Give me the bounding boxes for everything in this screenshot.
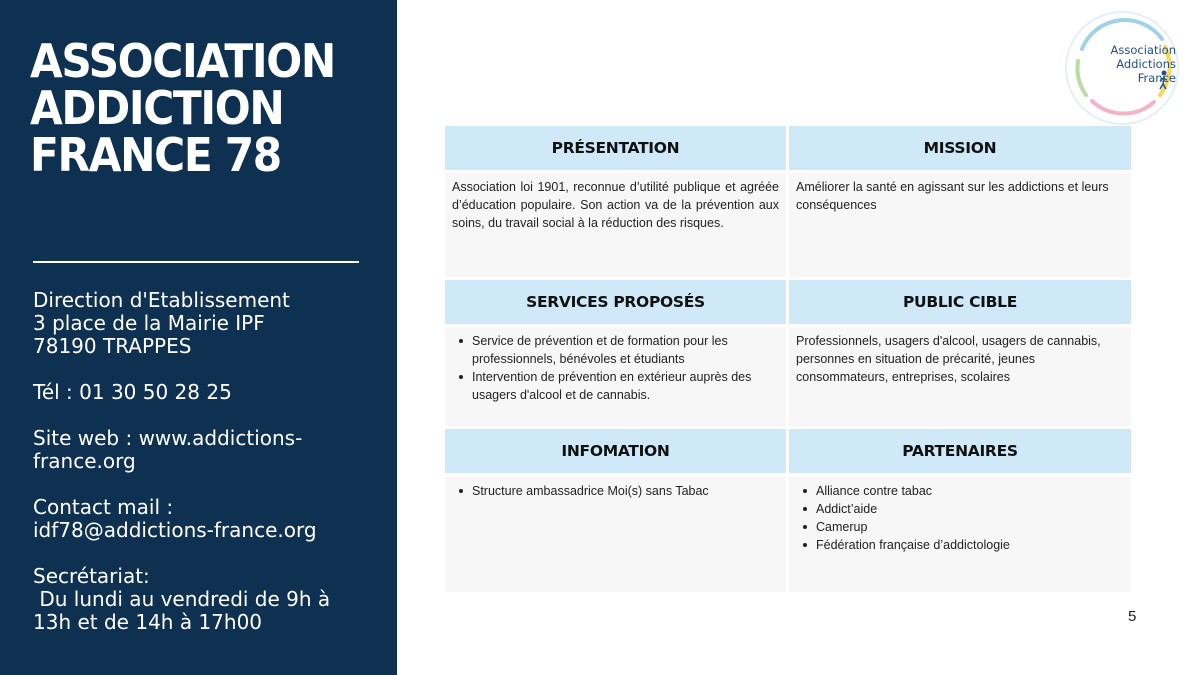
sidebar-divider [33,261,359,263]
public-heading: PUBLIC CIBLE [789,280,1131,324]
list-item: Addict’aide [796,500,1124,518]
presentation-heading: PRÉSENTATION [445,126,786,170]
mission-body [789,173,1131,277]
logo-wordmark [1076,43,1176,85]
title-line-2: ADDICTION [30,81,284,135]
list-item: Fédération française d’addictologie [796,536,1124,554]
partners-list [796,482,1124,554]
email-text[interactable]: Contact mail : idf78@addictions-france.org [33,495,317,542]
information-body [445,477,786,592]
title-line-3: FRANCE 78 [30,128,281,182]
services-body [445,327,786,426]
website-text[interactable]: Site web : www.addictions- france.org [33,426,303,473]
page-number: 5 [1128,608,1137,625]
public-text: Professionnels, usagers d'alcool, usagers de cannabis, personnes en situation de précarité, jeunes consommateurs, entreprises, scolaires [796,334,1101,384]
information-list [452,482,779,500]
list-item: Camerup [796,518,1124,536]
services-heading: SERVICES PROPOSÉS [445,280,786,324]
list-item: Intervention de prévention en extérieur auprès des usagers d'alcool et de cannabis. [452,368,779,404]
partners-heading: PARTENAIRES [789,429,1131,473]
logo-line-1: Association [1110,43,1176,57]
mission-heading: MISSION [789,126,1131,170]
addictions-france-logo [1062,9,1182,127]
partners-body [789,477,1131,592]
contact-block [33,289,378,657]
logo-line-3: France [1137,71,1176,85]
public-body [789,327,1131,426]
logo-line-2: Addictions [1116,57,1176,71]
phone-text: Tél : 01 30 50 28 25 [33,380,232,404]
presentation-body [445,173,786,277]
list-item: Service de prévention et de formation pour les professionnels, bénévoles et étudiants [452,332,779,368]
sidebar-panel [0,0,397,675]
list-item: Alliance contre tabac [796,482,1124,500]
hours-text: Secrétariat: Du lundi au vendredi de 9h à 13h et de 14h à 17h00 [33,564,331,634]
title-line-1: ASSOCIATION [30,34,335,88]
services-list [452,332,779,404]
information-heading: INFOMATION [445,429,786,473]
organization-title [30,34,343,182]
address-text: Direction d'Etablissement 3 place de la Mairie IPF 78190 TRAPPES [33,288,290,358]
mission-text: Améliorer la santé en agissant sur les addictions et leurs conséquences [796,180,1109,212]
presentation-text: Association loi 1901, reconnue d’utilité publique et agréée d’éducation populaire. Son action va de la prévention aux soins, du travail social à la réduction des risques. [452,180,779,230]
list-item: Structure ambassadrice Moi(s) sans Tabac [452,482,779,500]
